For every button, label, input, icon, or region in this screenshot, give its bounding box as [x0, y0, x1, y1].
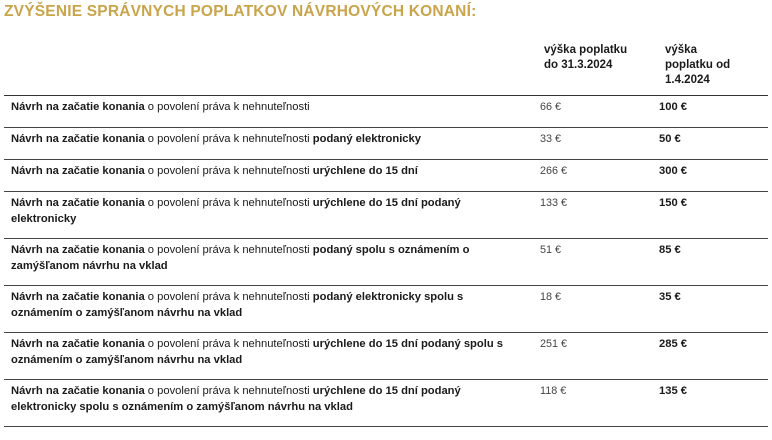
row-description: [11, 99, 526, 115]
row-lead: Návrh na začatie konania: [11, 133, 145, 145]
row-old-fee: 251 €: [540, 338, 568, 350]
row-new-fee: 35 €: [659, 291, 681, 303]
row-lead: Návrh na začatie konania: [11, 385, 145, 397]
row-extra: urýchlene do 15 dní podaný spolu s oznámením o zamýšľanom návrhu na vklad: [11, 338, 504, 366]
column-header-old-fee: výška poplatku do 31.3.2024: [544, 44, 628, 71]
row-old-fee: 133 €: [540, 197, 568, 209]
row-base: o povolení práva k nehnuteľnosti: [144, 291, 313, 303]
row-new-fee: 85 €: [659, 244, 681, 256]
row-new-fee: 135 €: [659, 385, 687, 397]
row-extra: urýchlene do 15 dní: [312, 165, 418, 177]
table-row: [4, 286, 768, 333]
row-base: o povolení práva k nehnuteľnosti: [144, 101, 310, 113]
row-new-fee: 100 €: [659, 101, 687, 113]
row-lead: Návrh na začatie konania: [11, 244, 145, 256]
row-description: [11, 131, 526, 147]
table-row: [4, 239, 768, 286]
column-header-new-fee: výška poplatku od 1.4.2024: [665, 44, 731, 86]
row-new-fee: 300 €: [659, 165, 687, 177]
row-base: o povolení práva k nehnuteľnosti: [144, 197, 313, 209]
row-new-fee: 285 €: [659, 338, 687, 350]
row-base: o povolení práva k nehnuteľnosti: [144, 338, 313, 350]
row-lead: Návrh na začatie konania: [11, 101, 145, 113]
row-old-fee: 33 €: [540, 133, 562, 145]
row-description: [11, 242, 526, 274]
table-row: [4, 128, 768, 160]
row-description: [11, 289, 526, 321]
table-row: [4, 192, 768, 239]
row-old-fee: 51 €: [540, 244, 562, 256]
row-lead: Návrh na začatie konania: [11, 165, 145, 177]
fee-table: [4, 96, 768, 427]
row-extra: urýchlene do 15 dní podaný elektronicky spolu s oznámením o zamýšľanom návrhu na vklad: [11, 385, 461, 413]
row-old-fee: 66 €: [540, 101, 562, 113]
row-extra: podaný spolu s oznámením o zamýšľanom návrhu na vklad: [11, 244, 470, 272]
row-old-fee: 266 €: [540, 165, 568, 177]
table-row: [4, 96, 768, 128]
row-description: [11, 336, 526, 368]
row-description: [11, 195, 526, 227]
row-lead: Návrh na začatie konania: [11, 338, 145, 350]
row-base: o povolení práva k nehnuteľnosti: [144, 385, 313, 397]
row-extra: urýchlene do 15 dní podaný elektronicky: [11, 197, 461, 225]
row-description: [11, 383, 526, 415]
row-base: o povolení práva k nehnuteľnosti: [144, 244, 313, 256]
page-title: ZVÝŠENIE SPRÁVNYCH POPLATKOV NÁVRHOVÝCH KONANÍ:: [4, 3, 477, 20]
row-old-fee: 118 €: [540, 385, 567, 397]
row-base: o povolení práva k nehnuteľnosti: [144, 133, 313, 145]
row-extra: podaný elektronicky: [312, 133, 421, 145]
row-new-fee: 50 €: [659, 133, 681, 145]
table-row: [4, 380, 768, 427]
row-extra: podaný elektronicky spolu s oznámením o zamýšľanom návrhu na vklad: [11, 291, 464, 319]
table-row: [4, 160, 768, 192]
row-lead: Návrh na začatie konania: [11, 291, 145, 303]
row-lead: Návrh na začatie konania: [11, 197, 145, 209]
row-old-fee: 18 €: [540, 291, 562, 303]
row-base: o povolení práva k nehnuteľnosti: [144, 165, 313, 177]
table-row: [4, 333, 768, 380]
row-new-fee: 150 €: [659, 197, 687, 209]
row-description: [11, 163, 526, 179]
